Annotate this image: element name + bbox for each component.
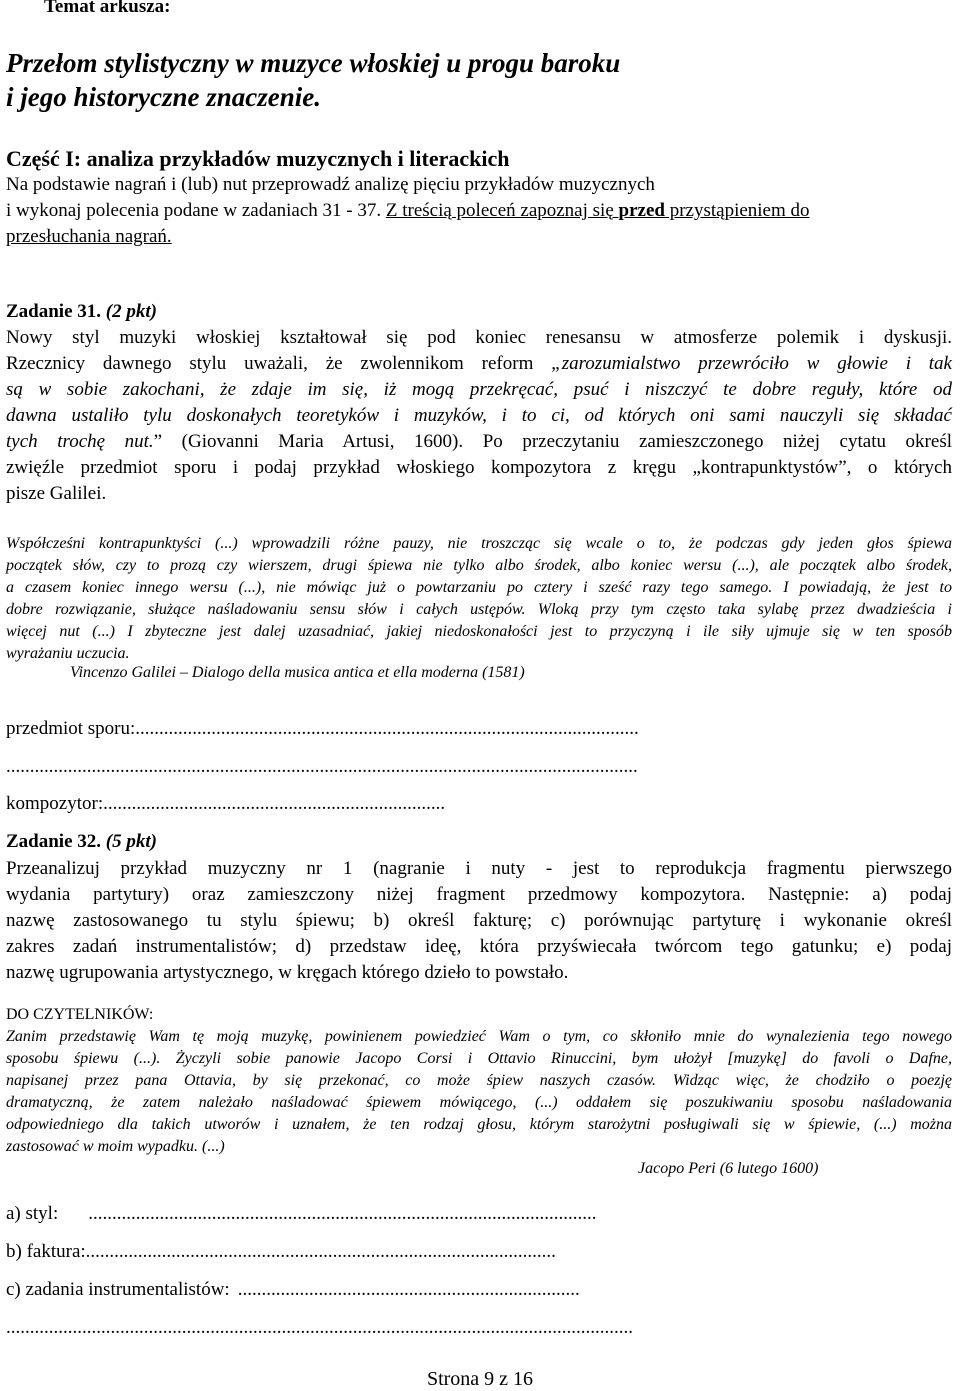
quote-line-2: początek słów, czy to prozą czy wierszem, drugi śpiewa nie tylko albo środek, albo koniec wersu (...), ale początek albo środek, — [6, 557, 952, 574]
quote-line-5: więcej nut (...) I zbyteczne jest dalej uzasadniać, jakiej niedoskonałości jest to przyczyną i ile siły ujmuje się w ten sposób — [6, 623, 952, 640]
answer-c-dots[interactable]: ........................................................................ — [237, 1279, 580, 1300]
task-31-line-5-b: ” (Giovanni Maria Artusi, 1600). — [153, 431, 483, 452]
preface-line-5: odpowiedniego dla takich utworów i uznałem, że ten rodzaj głosu, którym starożytni posługiwali się w śpiewie, (...) można — [6, 1116, 952, 1133]
quote-line-1: Współcześni kontrapunktyści (...) wprowadzili różne pauzy, nie troszcząc się wcale o to, że podczas gdy jeden głos śpiewa — [6, 535, 952, 552]
quote-line-6: wyrażaniu uczucia. — [6, 645, 130, 662]
answer-c-label: c) zadania instrumentalistów: — [6, 1279, 230, 1300]
answer-b[interactable] — [6, 1241, 556, 1263]
part-1-intro-line-1: Na podstawie nagrań i (lub) nut przeprowadź analizę pięciu przykładów muzycznych — [6, 174, 655, 195]
task-32-line-5: nazwę ugrupowania artystycznego, w kręgach którego dzieło to powstało. — [6, 962, 569, 983]
preface-line-6: zastosować w moim wypadku. (...) — [6, 1138, 225, 1155]
preface-heading: DO CZYTELNIKÓW: — [6, 1006, 154, 1023]
intro-instruction-bold: przed — [618, 200, 665, 221]
intro-instruction — [386, 200, 810, 221]
task-31-line-5-c: Po przeczytaniu zamieszczonego niżej cytatu określ — [482, 431, 952, 452]
task-32-line-3: nazwę zastosowanego tu stylu śpiewu; b) określ fakturę; c) porównując partyturę i wykonanie określ — [6, 910, 952, 931]
part-1-intro-line-3 — [6, 226, 954, 248]
task-31-line-4: dawna ustaliło tylu doskonałych teoretyków i muzyków, i to ci, od których oni sami nauczyli się składać — [6, 405, 952, 426]
preface-signature: Jacopo Peri (6 lutego 1600) — [638, 1160, 819, 1177]
composer-answer[interactable] — [6, 793, 445, 815]
task-31-label: Zadanie 31. — [6, 301, 102, 322]
quote-source: Vincenzo Galilei – Dialogo della musica antica et ella moderna (1581) — [70, 664, 525, 681]
answer-a[interactable] — [6, 1203, 597, 1225]
composer-label: kompozytor: — [6, 793, 104, 814]
task-31-line-2-b: „zarozumialstwo przewróciło w głowie i tak — [551, 353, 952, 374]
answer-b-dots[interactable]: ................................................................................................... — [85, 1241, 556, 1262]
task-31-line-2 — [6, 353, 952, 375]
task-32-points: (5 pkt) — [105, 831, 157, 852]
intro-instruction-end: przesłuchania nagrań. — [6, 226, 172, 247]
preface-line-2: sposobu śpiewu (...). Życzyli sobie panowie Jacopo Corsi i Ottavio Rinuccini, bym ułożył [muzykę] do favoli o Dafne, — [6, 1050, 952, 1067]
task-32-heading — [6, 831, 157, 853]
quote-line-4: dobre rozwiązanie, służące naśladowaniu sensu słów i całych ustępów. Wloką przy tym często taka sylabę przez dwadzieścia i — [6, 601, 952, 618]
part-1-heading: Część I: analiza przykładów muzycznych i literackich — [6, 146, 510, 171]
task-31-line-1: Nowy styl muzyki włoskiej kształtował się pod koniec renesansu w atmosferze polemik i dyskusji. — [6, 327, 952, 348]
preface-line-3: napisanej przez pana Ottavia, by się przekonać, co może śpiew naszych czasów. Widząc więc, że chodziło o poezję — [6, 1072, 952, 1089]
task-31-line-5 — [6, 431, 952, 453]
theme-title-line-1: Przełom stylistyczny w muzyce włoskiej u progu baroku — [6, 48, 621, 78]
theme-label: Temat arkusza: — [44, 0, 171, 17]
task-32-line-1: Przeanalizuj przykład muzyczny nr 1 (nagranie i nuty - jest to reprodukcja fragmentu pierwszego — [6, 858, 952, 879]
answer-a-dots[interactable]: ........................................................................................................... — [88, 1203, 597, 1224]
quote-line-3: a czasem koniec innego wersu (...), nie mówiąc już o powtarzaniu po cztery i sześć razy tego samego. I powiadają, że jest to — [6, 579, 952, 596]
task-31-line-2-a: Rzecznicy dawnego stylu uważali, że zwolennikom reform — [6, 353, 552, 374]
task-31-line-5-a: tych trochę nut. — [6, 431, 154, 452]
task-31-line-6: zwięźle przedmiot sporu i podaj przykład włoskiego kompozytora z kręgu „kontrapunktystów”, o których — [6, 457, 952, 478]
subject-dots[interactable]: .......................................................................................................... — [135, 718, 639, 739]
subject-answer-line-2[interactable]: ..................................................................................................................................... — [6, 756, 638, 777]
part-1-intro-line-2 — [6, 200, 954, 222]
subject-answer[interactable] — [6, 718, 639, 740]
preface-line-1: Zanim przedstawię Wam tę moją muzykę, powinienem powiedzieć Wam o tym, co skłoniło mnie do wynalezienia tego nowego — [6, 1028, 952, 1045]
task-31-line-3: są w sobie zakochani, że zdaje im się, iż mogą przekręcać, psuć i niszczyć te dobre reguły, które od — [6, 379, 952, 400]
intro-instruction-b: przystąpieniem do — [664, 200, 810, 221]
answer-b-label: b) faktura: — [6, 1241, 86, 1262]
task-32-line-2: wydania partytury) oraz zamieszczony niżej fragment przedmowy kompozytora. Następnie: a) podaj — [6, 884, 952, 905]
theme-title-line-2: i jego historyczne znaczenie. — [6, 82, 321, 112]
task-32-line-4: zakres zadań instrumentalistów; d) przedstaw ideę, która przyświecała twórcom tego gatunku; e) podaj — [6, 936, 952, 957]
page-number: Strona 9 z 16 — [426, 1368, 534, 1390]
task-32-label: Zadanie 32. — [6, 831, 102, 852]
subject-label: przedmiot sporu: — [6, 718, 136, 739]
composer-dots[interactable]: ........................................................................ — [103, 793, 446, 814]
task-31-heading — [6, 301, 157, 323]
answer-c-line-2[interactable]: .................................................................................................................................... — [6, 1317, 633, 1338]
answer-c[interactable] — [6, 1279, 580, 1301]
preface-line-4: dramatyczną, że zatem należało naśladować śpiewem mówiącego, (...) oddałem się poszukiwaniu sposobu naśladowania — [6, 1094, 952, 1111]
task-31-line-7: pisze Galilei. — [6, 483, 107, 504]
intro-instruction-a: Z treścią poleceń zapoznaj się — [385, 200, 619, 221]
task-31-points: (2 pkt) — [105, 301, 157, 322]
intro-text: i wykonaj polecenia podane w zadaniach 31 - 37. — [6, 200, 386, 221]
answer-a-label: a) styl: — [6, 1203, 59, 1224]
